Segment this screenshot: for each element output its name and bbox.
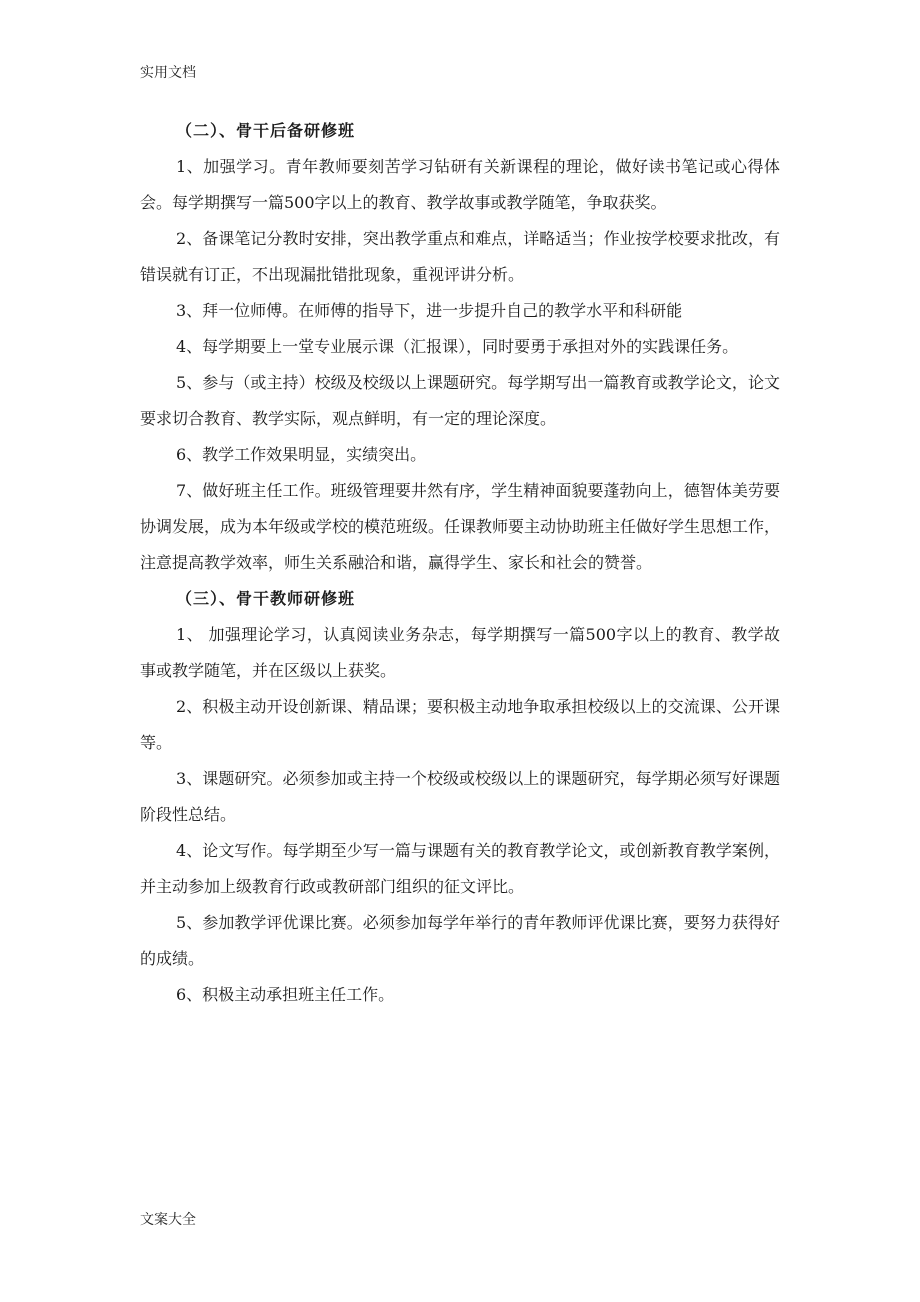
page-footer: 文案大全 xyxy=(140,1212,196,1228)
list-item: 2、积极主动开设创新课、精品课；要积极主动地争取承担校级以上的交流课、公开课等。 xyxy=(140,697,780,752)
page-header: 实用文档 xyxy=(140,65,196,81)
list-item: 7、做好班主任工作。班级管理要井然有序，学生精神面貌要蓬勃向上，德智体美劳要协调发展，成为本年级或学校的模范班级。任课教师要主动协助班主任做好学生思想工作，注意提高教学效率，师生关系融洽和谐，赢得学生、家长和社会的赞誉。 xyxy=(140,481,781,572)
list-item: 3、课题研究。必须参加或主持一个校级或校级以上的课题研究，每学期必须写好课题阶段性总结。 xyxy=(140,769,780,824)
list-item: 5、参与（或主持）校级及校级以上课题研究。每学期写出一篇教育或教学论文，论文要求切合教育、教学实际，观点鲜明，有一定的理论深度。 xyxy=(140,373,780,428)
list-item: 4、每学期要上一堂专业展示课（汇报课），同时要勇于承担对外的实践课任务。 xyxy=(176,337,739,356)
section-backup-training xyxy=(140,113,780,581)
list-item: 5、参加教学评优课比赛。必须参加每学年举行的青年教师评优课比赛，要努力获得好的成绩。 xyxy=(140,913,780,968)
section-heading: （二）、骨干后备研修班 xyxy=(176,121,356,140)
section-key-teacher-training xyxy=(140,581,780,1013)
document-body xyxy=(140,113,780,1013)
list-item: 4、论文写作。每学期至少写一篇与课题有关的教育教学论文，或创新教育教学案例，并主动参加上级教育行政或教研部门组织的征文评比。 xyxy=(140,841,780,896)
list-item: 6、积极主动承担班主任工作。 xyxy=(176,985,395,1004)
list-item: 2、备课笔记分教时安排，突出教学重点和难点，详略适当；作业按学校要求批改，有错误就有订正，不出现漏批错批现象，重视评讲分析。 xyxy=(140,229,780,284)
list-item: 6、教学工作效果明显，实绩突出。 xyxy=(176,445,427,464)
list-item: 1、加强学习。青年教师要刻苦学习钻研有关新课程的理论，做好读书笔记或心得体会。每学期撰写一篇500字以上的教育、教学故事或教学随笔，争取获奖。 xyxy=(140,157,780,212)
list-item: 1、 加强理论学习，认真阅读业务杂志，每学期撰写一篇500字以上的教育、教学故事或教学随笔，并在区级以上获奖。 xyxy=(140,625,780,680)
list-item: 3、拜一位师傅。在师傅的指导下，进一步提升自己的教学水平和科研能 xyxy=(176,301,683,320)
section-heading: （三）、骨干教师研修班 xyxy=(176,589,356,608)
